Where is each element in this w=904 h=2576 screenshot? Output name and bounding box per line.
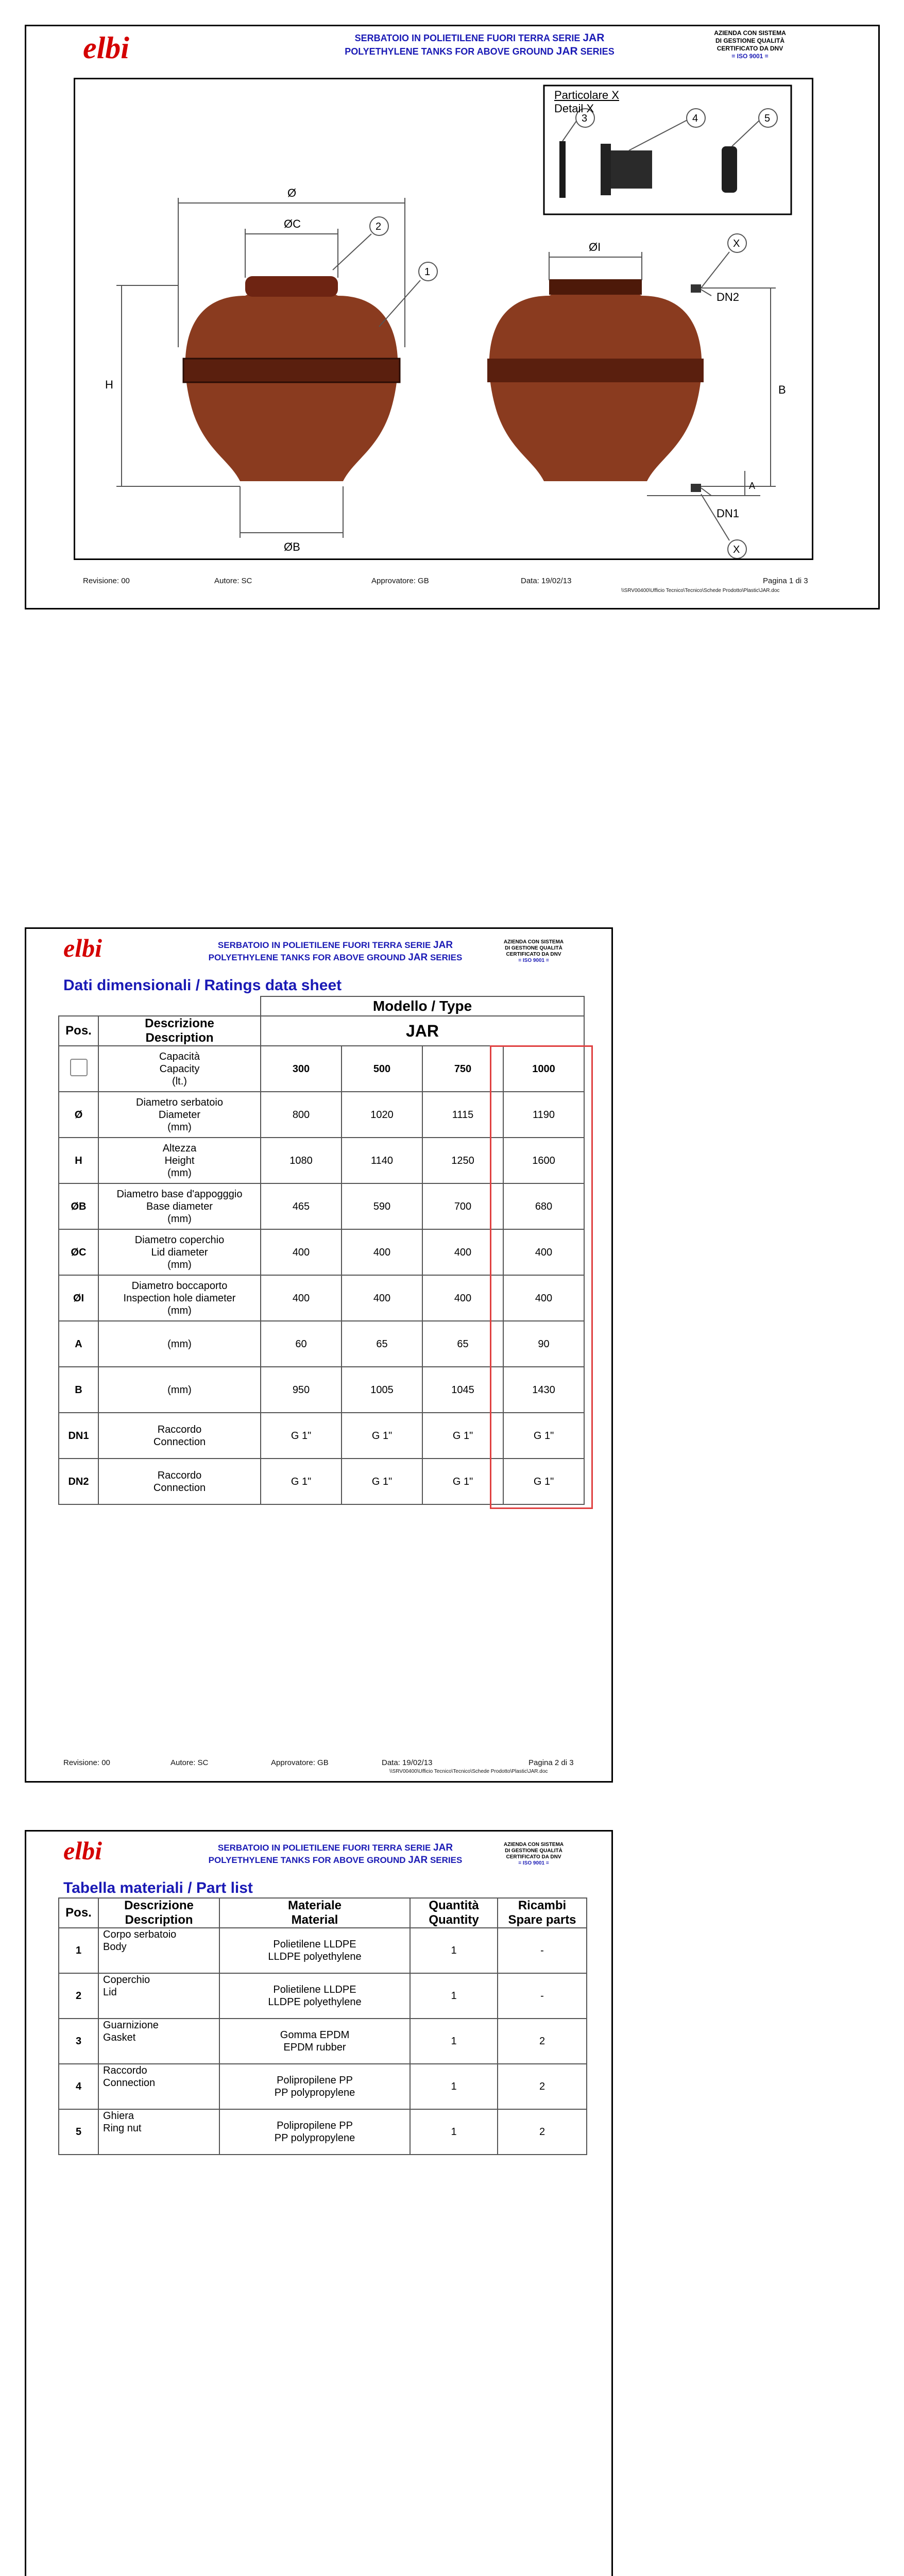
ratings-description: (mm) <box>98 1367 261 1413</box>
parts-desc-header: Descrizione Description <box>98 1898 219 1928</box>
parts-pos: 4 <box>59 2064 98 2109</box>
footer-page: Pagina 2 di 3 <box>528 1758 574 1767</box>
ratings-value: 400 <box>342 1229 422 1275</box>
label-diameter: Ø <box>287 187 297 199</box>
footer-revision: Revisione: 00 <box>83 577 130 585</box>
ratings-pos <box>59 1046 98 1092</box>
parts-qty: 1 <box>410 1973 498 2019</box>
ratings-value: 400 <box>261 1275 342 1321</box>
parts-spare: 2 <box>498 2064 587 2109</box>
ratings-description: Diametro boccaporto Inspection hole diameter (mm) <box>98 1275 261 1321</box>
ratings-value: G 1" <box>422 1413 503 1459</box>
parts-spare: 2 <box>498 2019 587 2064</box>
parts-description: Coperchio Lid <box>98 1973 219 2019</box>
ratings-value: 1020 <box>342 1092 422 1138</box>
ratings-pos: ØC <box>59 1229 98 1275</box>
detail-ring-nut <box>722 146 737 193</box>
page-2 <box>25 927 613 1783</box>
detail-connection-thread <box>611 150 652 189</box>
ratings-description: Capacità Capacity (lt.) <box>98 1046 261 1092</box>
parts-row <box>59 2109 587 2155</box>
callout-3: 3 <box>582 113 588 124</box>
ratings-value: G 1" <box>342 1413 422 1459</box>
footer-date: Data: 19/02/13 <box>521 577 572 585</box>
ratings-description: Altezza Height (mm) <box>98 1138 261 1183</box>
parts-row <box>59 1973 587 2019</box>
ratings-title: Dati dimensionali / Ratings data sheet <box>63 977 342 994</box>
ratings-value: 950 <box>261 1367 342 1413</box>
tank-drawing-svg <box>75 79 812 558</box>
tank-side-view <box>487 279 704 492</box>
ratings-value: 700 <box>422 1183 503 1229</box>
parts-material-header: Materiale Material <box>219 1898 410 1928</box>
callout-2: 2 <box>376 221 382 232</box>
ratings-value: 400 <box>261 1229 342 1275</box>
parts-row <box>59 2019 587 2064</box>
parts-spare: 2 <box>498 2109 587 2155</box>
parts-material: Gomma EPDM EPDM rubber <box>219 2019 410 2064</box>
ratings-value: 465 <box>261 1183 342 1229</box>
ratings-value: 65 <box>342 1321 422 1367</box>
ratings-value: G 1" <box>261 1413 342 1459</box>
ratings-pos: H <box>59 1138 98 1183</box>
footer-revision: Revisione: 00 <box>63 1758 110 1767</box>
ratings-value: 1250 <box>422 1138 503 1183</box>
ratings-pos: ØI <box>59 1275 98 1321</box>
ratings-pos: B <box>59 1367 98 1413</box>
ratings-value: 400 <box>422 1275 503 1321</box>
pos-header: Pos. <box>59 1016 98 1046</box>
ratings-value: 680 <box>503 1183 584 1229</box>
footer-author: Autore: SC <box>214 577 252 585</box>
parts-table <box>58 1897 587 2155</box>
technical-drawing <box>74 78 813 560</box>
footer-author: Autore: SC <box>170 1758 209 1767</box>
parts-qty: 1 <box>410 2109 498 2155</box>
parts-material: Polietilene LLDPE LLDPE polyethylene <box>219 1973 410 2019</box>
parts-material: Polietilene LLDPE LLDPE polyethylene <box>219 1928 410 1973</box>
elbi-logo: elbi <box>63 1836 102 1865</box>
ratings-value: 90 <box>503 1321 584 1367</box>
parts-row <box>59 1928 587 1973</box>
parts-pos: 1 <box>59 1928 98 1973</box>
ratings-description: (mm) <box>98 1321 261 1367</box>
footer-approver: Approvatore: GB <box>371 577 429 585</box>
ratings-value: 400 <box>503 1275 584 1321</box>
ratings-value: G 1" <box>422 1459 503 1504</box>
parts-description: Corpo serbatoio Body <box>98 1928 219 1973</box>
parts-pos: 5 <box>59 2109 98 2155</box>
footer-path: \\SRV00400\Ufficio Tecnico\Tecnico\Schede Prodotto\Plastic\JAR.doc <box>389 1769 548 1774</box>
quality-certification: AZIENDA CON SISTEMA DI GESTIONE QUALITÀ CERTIFICATO DA DNV = ISO 9001 = <box>714 29 786 60</box>
tank-front-view <box>183 276 400 481</box>
parts-title: Tabella materiali / Part list <box>63 1879 253 1896</box>
parts-spare-header: Ricambi Spare parts <box>498 1898 587 1928</box>
ratings-pos: ØB <box>59 1183 98 1229</box>
label-oc: ØC <box>284 217 301 230</box>
detail-connection <box>601 144 611 195</box>
ratings-value: 65 <box>422 1321 503 1367</box>
parts-pos: 2 <box>59 1973 98 2019</box>
ratings-pos: DN2 <box>59 1459 98 1504</box>
quality-certification: AZIENDA CON SISTEMA DI GESTIONE QUALITÀ CERTIFICATO DA DNV = ISO 9001 = <box>503 1842 564 1866</box>
callout-x-top: X <box>733 238 740 249</box>
ratings-pos: A <box>59 1321 98 1367</box>
ratings-value: 1115 <box>422 1092 503 1138</box>
footer-approver: Approvatore: GB <box>271 1758 329 1767</box>
ratings-value: G 1" <box>503 1459 584 1504</box>
label-h: H <box>105 378 113 391</box>
ratings-value: 1190 <box>503 1092 584 1138</box>
parts-description: Ghiera Ring nut <box>98 2109 219 2155</box>
ratings-value: 60 <box>261 1321 342 1367</box>
callout-x-bottom: X <box>733 544 740 555</box>
parts-qty: 1 <box>410 1928 498 1973</box>
label-ob: ØB <box>284 540 300 553</box>
ratings-value: 400 <box>503 1229 584 1275</box>
ratings-value: 1600 <box>503 1138 584 1183</box>
ratings-value: 400 <box>342 1275 422 1321</box>
page-1 <box>25 25 880 609</box>
quality-certification: AZIENDA CON SISTEMA DI GESTIONE QUALITÀ CERTIFICATO DA DNV = ISO 9001 = <box>503 939 564 963</box>
elbi-logo: elbi <box>63 934 102 962</box>
footer-path: \\SRV00400\Ufficio Tecnico\Tecnico\Schede Prodotto\Plastic\JAR.doc <box>621 588 780 594</box>
parts-qty-header: Quantità Quantity <box>410 1898 498 1928</box>
ratings-pos: DN1 <box>59 1413 98 1459</box>
callout-4: 4 <box>692 113 698 124</box>
ratings-value: 400 <box>422 1229 503 1275</box>
label-dn2: DN2 <box>717 291 740 303</box>
ratings-value: 1430 <box>503 1367 584 1413</box>
label-dn1: DN1 <box>717 507 740 520</box>
parts-row <box>59 2064 587 2109</box>
ratings-value: 1045 <box>422 1367 503 1413</box>
detail-gasket <box>559 141 566 198</box>
ratings-value: 1080 <box>261 1138 342 1183</box>
label-oi: ØI <box>589 241 601 253</box>
callout-1: 1 <box>424 266 431 278</box>
ratings-value: G 1" <box>503 1413 584 1459</box>
parts-material: Polipropilene PP PP polypropylene <box>219 2064 410 2109</box>
page-title: SERBATOIO IN POLIETILENE FUORI TERRA SERIE JAR POLYETHYLENE TANKS FOR ABOVE GROUND JAR SERIES <box>208 940 463 963</box>
desc-header: Descrizione Description <box>98 1016 261 1046</box>
model-header: Modello / Type <box>261 996 584 1016</box>
ratings-pos: Ø <box>59 1092 98 1138</box>
parts-description: Raccordo Connection <box>98 2064 219 2109</box>
ratings-value: 1140 <box>342 1138 422 1183</box>
ratings-value: 1005 <box>342 1367 422 1413</box>
elbi-logo: elbi <box>83 31 129 65</box>
highlight-box-1000 <box>490 1045 593 1509</box>
parts-qty: 1 <box>410 2019 498 2064</box>
label-a: A <box>749 481 756 491</box>
ratings-value: 1000 <box>503 1046 584 1092</box>
ratings-description: Diametro serbatoio Diameter (mm) <box>98 1092 261 1138</box>
ratings-value: G 1" <box>342 1459 422 1504</box>
parts-qty: 1 <box>410 2064 498 2109</box>
detail-title: Particolare X Detail X <box>554 89 619 115</box>
parts-pos: 3 <box>59 2019 98 2064</box>
footer-page: Pagina 1 di 3 <box>763 577 808 585</box>
ratings-description: Diametro coperchio Lid diameter (mm) <box>98 1229 261 1275</box>
series-header: JAR <box>261 1016 584 1046</box>
ratings-value: 750 <box>422 1046 503 1092</box>
page-3 <box>25 1830 613 2576</box>
callout-5: 5 <box>764 113 771 124</box>
parts-spare: - <box>498 1928 587 1973</box>
label-b: B <box>778 383 786 396</box>
ratings-value: 800 <box>261 1092 342 1138</box>
ratings-value: 500 <box>342 1046 422 1092</box>
parts-spare: - <box>498 1973 587 2019</box>
ratings-value: G 1" <box>261 1459 342 1504</box>
ratings-description: Diametro base d'appogggio Base diameter (mm) <box>98 1183 261 1229</box>
ratings-value: 590 <box>342 1183 422 1229</box>
page-title: SERBATOIO IN POLIETILENE FUORI TERRA SERIE JAR POLYETHYLENE TANKS FOR ABOVE GROUND JAR SERIES <box>345 32 615 57</box>
tank-capacity-icon <box>70 1059 88 1076</box>
parts-pos-header: Pos. <box>59 1898 98 1928</box>
ratings-description: Raccordo Connection <box>98 1459 261 1504</box>
parts-description: Guarnizione Gasket <box>98 2019 219 2064</box>
page-title: SERBATOIO IN POLIETILENE FUORI TERRA SERIE JAR POLYETHYLENE TANKS FOR ABOVE GROUND JAR SERIES <box>208 1842 463 1866</box>
parts-material: Polipropilene PP PP polypropylene <box>219 2109 410 2155</box>
ratings-description: Raccordo Connection <box>98 1413 261 1459</box>
footer-date: Data: 19/02/13 <box>382 1758 433 1767</box>
ratings-value: 300 <box>261 1046 342 1092</box>
